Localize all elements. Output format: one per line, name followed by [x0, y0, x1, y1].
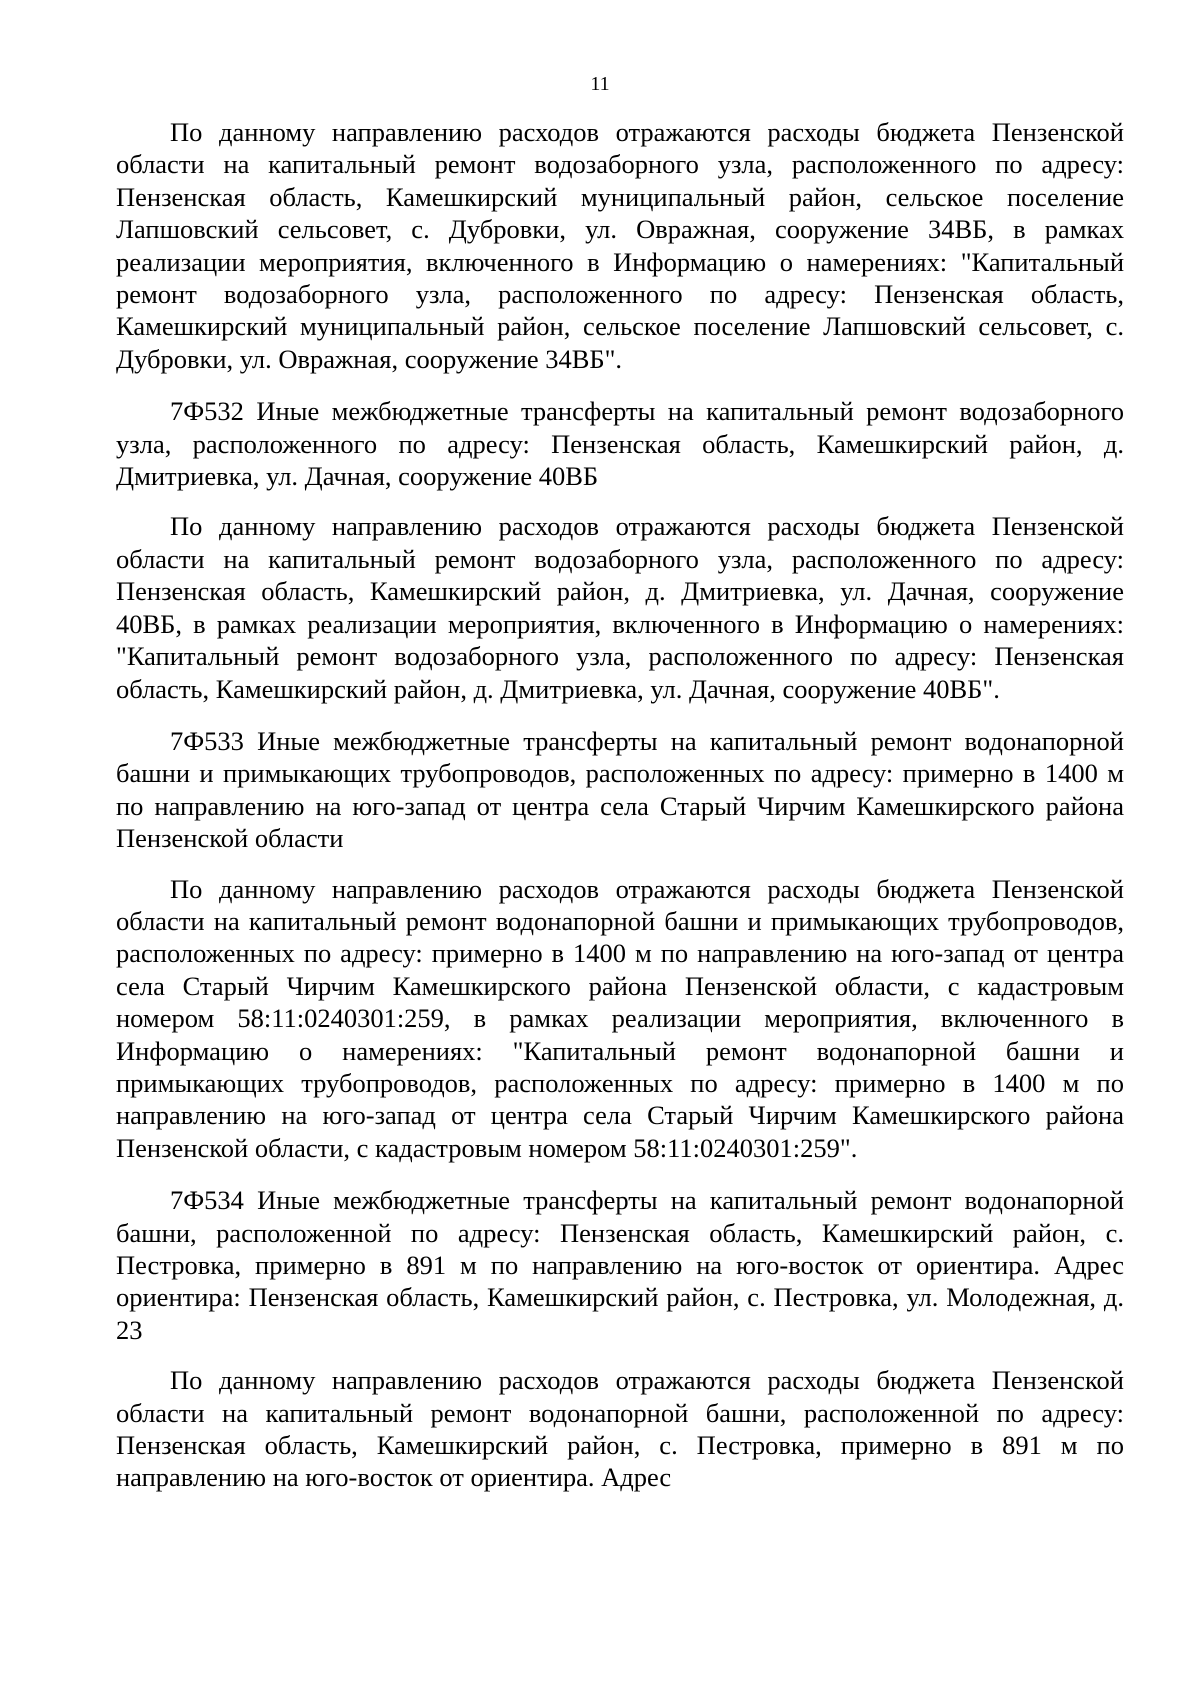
paragraph-expense-description-7f532: По данному направлению расходов отражаются расходы бюджета Пензенской области на капитальный ремонт водозаборного узла, расположенного по адресу: Пензенская область, Камешкирский район, д. Дмитриевка, ул. Дачная, сооружение 40ВБ, в рамках реализации мероприятия, включенного в Информацию о намерениях: "Капитальный ремонт водозаборного узла, расположенного по адресу: Пензенская область, Камешкирский район, д. Дмитриевка, ул. Дачная, сооружение 40ВБ".: [116, 511, 1124, 704]
paragraph-code-7f534: 7Ф534 Иные межбюджетные трансферты на капитальный ремонт водонапорной башни, расположенной по адресу: Пензенская область, Камешкирский район, с. Пестровка, примерно в 891 м по направлению на юго-восток от ориентира. Адрес ориентира: Пензенская область, Камешкирский район, с. Пестровка, ул. Молодежная, д. 23: [116, 1185, 1124, 1345]
page-number: 11: [590, 73, 610, 95]
paragraph-code-7f532: 7Ф532 Иные межбюджетные трансферты на капитальный ремонт водозаборного узла, расположенного по адресу: Пензенская область, Камешкирский район, д. Дмитриевка, ул. Дачная, сооружение 40ВБ: [116, 396, 1124, 492]
paragraph-code-7f533: 7Ф533 Иные межбюджетные трансферты на капитальный ремонт водонапорной башни и примыкающих трубопроводов, расположенных по адресу: примерно в 1400 м по направлению на юго-запад от центра села Старый Чирчим Камешкирского района Пензенской области: [116, 725, 1124, 854]
paragraph-expense-description-7f534: По данному направлению расходов отражаются расходы бюджета Пензенской области на капитальный ремонт водонапорной башни, расположенной по адресу: Пензенская область, Камешкирский район, с. Пестровка, примерно в 891 м по направлению на юго-восток от ориентира. Адрес: [116, 1365, 1124, 1493]
document-body: [116, 116, 1124, 1514]
paragraph-expense-description-7f531: По данному направлению расходов отражаются расходы бюджета Пензенской области на капитальный ремонт водозаборного узла, расположенного по адресу: Пензенская область, Камешкирский муниципальный район, сельское поселение Лапшовский сельсовет, с. Дубровки, ул. Овражная, сооружение 34ВБ, в рамках реализации мероприятия, включенного в Информацию о намерениях: "Капитальный ремонт водозаборного узла, расположенного по адресу: Пензенская область, Камешкирский муниципальный район, сельское поселение Лапшовский сельсовет, с. Дубровки, ул. Овражная, сооружение 34ВБ".: [116, 117, 1124, 374]
paragraph-expense-description-7f533: По данному направлению расходов отражаются расходы бюджета Пензенской области на капитальный ремонт водонапорной башни и примыкающих трубопроводов, расположенных по адресу: примерно в 1400 м по направлению на юго-запад от центра села Старый Чирчим Камешкирского района Пензенской области, с кадастровым номером 58:11:0240301:259, в рамках реализации мероприятия, включенного в Информацию о намерениях: "Капитальный ремонт водонапорной башни и примыкающих трубопроводов, расположенных по адресу: примерно в 1400 м по направлению на юго-запад от центра села Старый Чирчим Камешкирского района Пензенской области, с кадастровым номером 58:11:0240301:259".: [116, 873, 1124, 1163]
